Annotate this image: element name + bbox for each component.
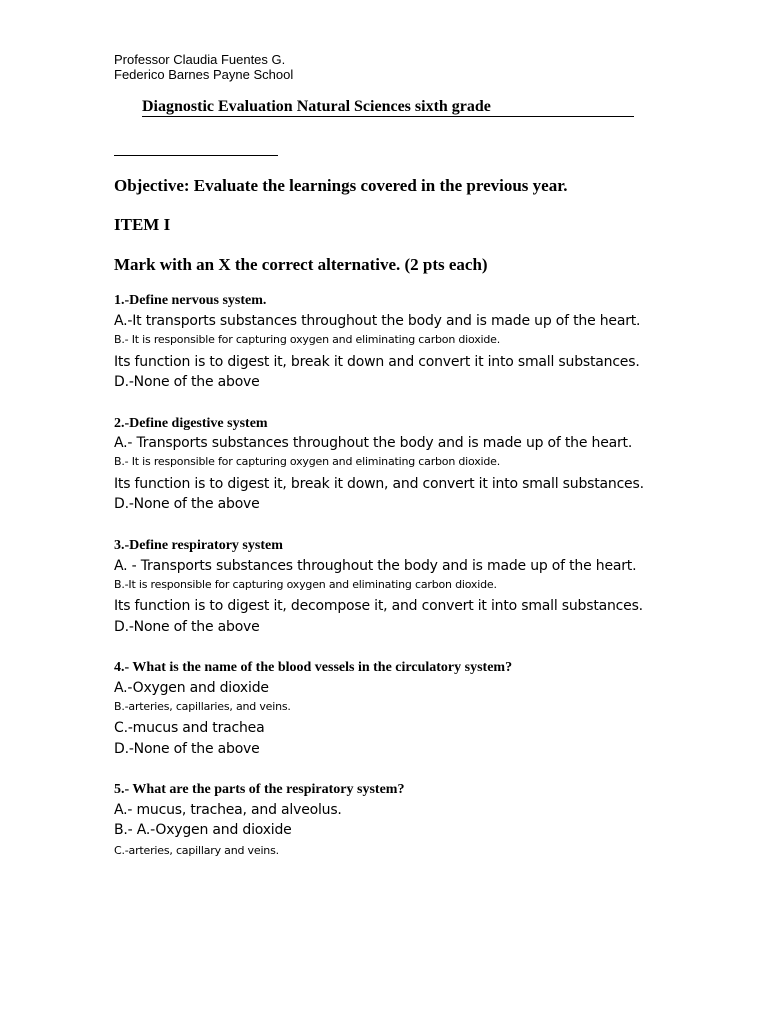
answer-option: D.-None of the above	[114, 496, 260, 512]
school-name: Federico Barnes Payne School	[114, 67, 294, 82]
answer-option: B.- It is responsible for capturing oxygen and eliminating carbon dioxide.	[114, 333, 501, 346]
answer-option: A.-It transports substances throughout the body and is made up of the heart.	[114, 313, 641, 329]
professor-name: Professor Claudia Fuentes G.	[114, 52, 286, 67]
answer-option: C.-arteries, capillary and veins.	[114, 844, 279, 857]
answer-option: B.- A.-Oxygen and dioxide	[114, 822, 292, 838]
name-blank-line	[114, 155, 278, 156]
question-heading: 4.- What is the name of the blood vessels in the circulatory system?	[114, 660, 513, 675]
answer-option: D.-None of the above	[114, 619, 260, 635]
item-label: ITEM I	[114, 215, 171, 234]
question-heading: 5.- What are the parts of the respiratory system?	[114, 782, 405, 797]
answer-option: Its function is to digest it, decompose it, and convert it into small substances.	[114, 598, 643, 614]
answer-option: D.-None of the above	[114, 374, 260, 390]
answer-option: B.-arteries, capillaries, and veins.	[114, 700, 291, 713]
title-underline	[142, 116, 634, 117]
objective-text: Objective: Evaluate the learnings covered in the previous year.	[114, 176, 568, 195]
answer-option: A.- Transports substances throughout the body and is made up of the heart.	[114, 435, 633, 451]
answer-option: A. - Transports substances throughout the body and is made up of the heart.	[114, 558, 637, 574]
answer-option: A.- mucus, trachea, and alveolus.	[114, 802, 342, 818]
answer-option: Its function is to digest it, break it down, and convert it into small substances.	[114, 476, 644, 492]
question-heading: 1.-Define nervous system.	[114, 293, 267, 308]
answer-option: B.- It is responsible for capturing oxygen and eliminating carbon dioxide.	[114, 455, 501, 468]
answer-option: C.-mucus and trachea	[114, 720, 265, 736]
answer-option: Its function is to digest it, break it down and convert it into small substances.	[114, 354, 640, 370]
answer-option: D.-None of the above	[114, 741, 260, 757]
document-title: Diagnostic Evaluation Natural Sciences sixth grade	[142, 98, 491, 115]
answer-option: B.-It is responsible for capturing oxygen and eliminating carbon dioxide.	[114, 578, 497, 591]
instruction-text: Mark with an X the correct alternative. (2 pts each)	[114, 255, 488, 274]
answer-option: A.-Oxygen and dioxide	[114, 680, 269, 696]
question-heading: 2.-Define digestive system	[114, 416, 268, 431]
question-heading: 3.-Define respiratory system	[114, 538, 283, 553]
